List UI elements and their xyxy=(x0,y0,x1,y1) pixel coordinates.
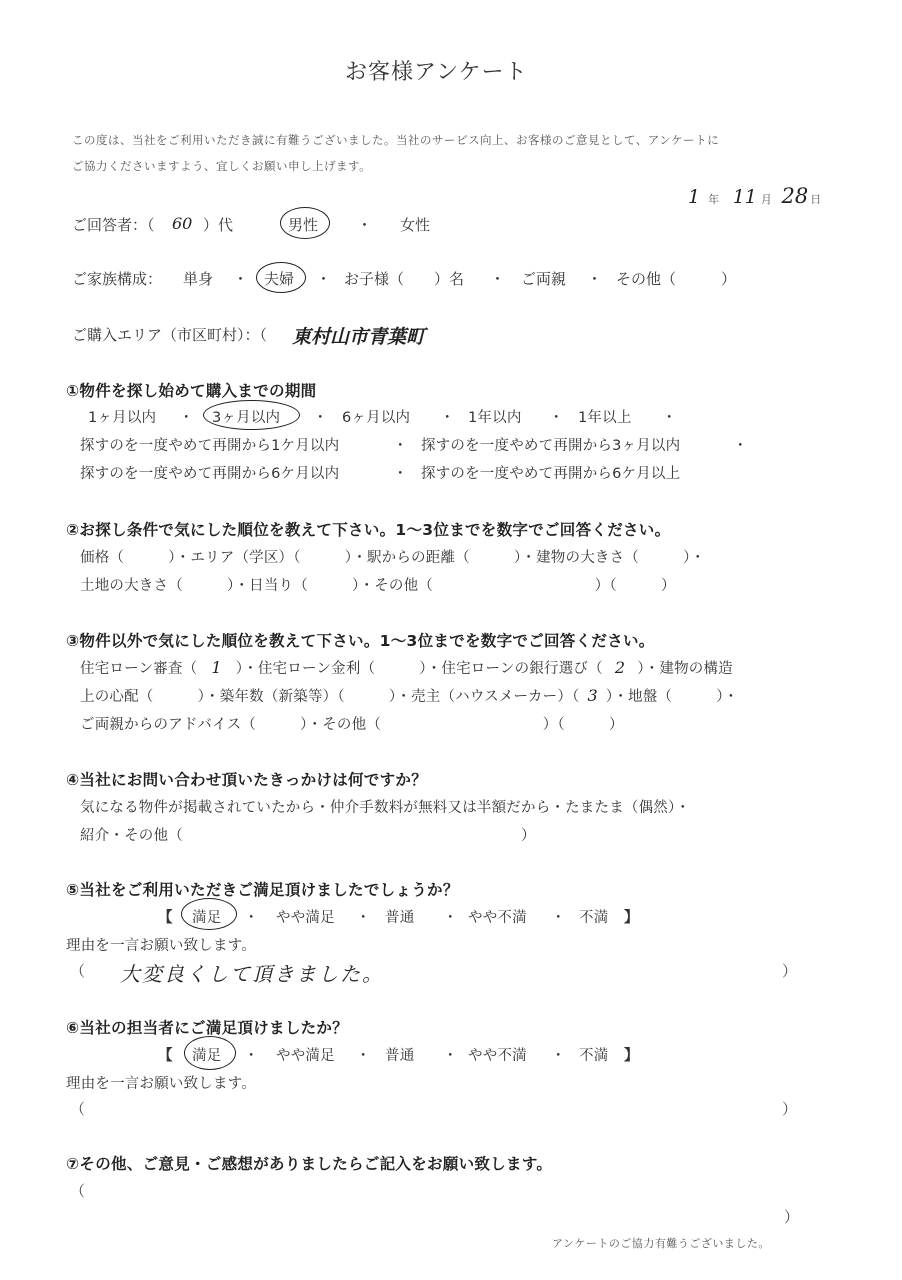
q6-reason-paren-open: （ xyxy=(70,1100,86,1118)
q7-paren-close: ） xyxy=(784,1208,800,1226)
page-title: お客様アンケート xyxy=(345,60,528,85)
q3-title: ③物件以外で気にした順位を教えて下さい。1〜3位までを数字でご回答ください。 xyxy=(66,632,655,650)
q6-bracket-close: 】 xyxy=(624,1048,639,1064)
q3-line-1 xyxy=(80,657,733,678)
q6-option-neutral[interactable]: 普通 xyxy=(385,1048,415,1064)
q3-seller-rank[interactable]: 3 xyxy=(587,686,598,705)
footer-thanks: アンケートのご協力有難うございました。 xyxy=(552,1237,770,1250)
q6-title: ⑥当社の担当者にご満足頂けましたか？ xyxy=(66,1019,349,1037)
q4-title: ④当社にお問い合わせ頂いたきっかけは何ですか？ xyxy=(66,771,428,789)
family-single-option[interactable]: 単身 xyxy=(183,270,214,288)
q6-separator: ・ xyxy=(443,1048,458,1064)
q1-separator: ・ xyxy=(440,410,455,426)
q3-loan-review-rank[interactable]: 1 xyxy=(211,658,222,677)
q3-seller-label: 上の心配（ ）・築年数（新築等）（ ）・売主（ハウスメーカー）（ xyxy=(80,689,580,705)
q5-separator: ・ xyxy=(244,910,259,926)
q1-option-restart-1month[interactable]: 探すのを一度やめて再開から1ケ月以内 xyxy=(80,438,340,454)
q6-separator: ・ xyxy=(356,1048,371,1064)
family-children-option[interactable]: お子様（ ）名 xyxy=(344,270,465,288)
q7-comment-input[interactable] xyxy=(92,1180,772,1220)
q6-option-unsatisfied[interactable]: 不満 xyxy=(579,1048,609,1064)
q2-title: ②お探し条件で気にした順位を教えて下さい。1〜3位までを数字でご回答ください。 xyxy=(66,521,671,539)
q7-title: ⑦その他、ご意見・ご感想がありましたらご記入をお願い致します。 xyxy=(66,1155,553,1173)
q5-option-unsatisfied[interactable]: 不満 xyxy=(579,910,609,926)
q1-separator: ・ xyxy=(662,410,677,426)
q5-option-somewhat-satisfied[interactable]: やや満足 xyxy=(276,910,335,926)
q1-separator: ・ xyxy=(733,438,748,454)
family-separator: ・ xyxy=(490,270,506,288)
q5-separator: ・ xyxy=(551,910,566,926)
respondent-age-value: 60 xyxy=(172,214,193,233)
q1-option-6months[interactable]: 6ヶ月以内 xyxy=(342,410,411,426)
family-other-option[interactable]: その他（ ） xyxy=(616,270,737,288)
intro-line-1: この度は、当社をご利用いただき誠に有難うございました。当社のサービス向上、お客様のご意見として、アンケートに xyxy=(72,133,720,147)
q6-option-somewhat-satisfied[interactable]: やや満足 xyxy=(276,1048,335,1064)
q3-line-3: ご両親からのアドバイス（ ）・その他（ ）（ ） xyxy=(80,717,624,733)
q1-option-1month[interactable]: 1ヶ月以内 xyxy=(88,410,157,426)
q1-option-3months[interactable]: 3ヶ月以内 xyxy=(212,410,281,426)
area-label: ご購入エリア（市区町村）：（ xyxy=(72,326,268,344)
male-selected-circle xyxy=(280,207,330,239)
q6-reason-paren-close: ） xyxy=(782,1100,798,1118)
respondent-age-suffix: ）代 xyxy=(203,216,234,234)
q5-option-somewhat-unsatisfied[interactable]: やや不満 xyxy=(468,910,527,926)
q5-separator: ・ xyxy=(356,910,371,926)
q5-option-satisfied[interactable]: 満足 xyxy=(192,910,222,926)
date-year-value: 1 xyxy=(688,186,701,208)
q5-option-neutral[interactable]: 普通 xyxy=(385,910,415,926)
q6-option-satisfied[interactable]: 満足 xyxy=(192,1048,222,1064)
date-day-value: 28 xyxy=(781,184,809,208)
q1-separator: ・ xyxy=(313,410,328,426)
respondent-male-option[interactable]: 男性 xyxy=(288,216,319,234)
q5-reason-value[interactable]: 大変良くして頂きました。 xyxy=(120,962,384,986)
q6-separator: ・ xyxy=(244,1048,259,1064)
q6-reason-label: 理由を一言お願い致します。 xyxy=(66,1076,256,1092)
q3-line-2 xyxy=(80,685,738,706)
q3-bank-label: ）・住宅ローン金利（ ）・住宅ローンの銀行選び（ xyxy=(235,661,603,677)
q2-line-2: 土地の大きさ（ ）・日当り（ ）・その他（ ）（ ） xyxy=(80,578,676,594)
q1-separator: ・ xyxy=(393,466,408,482)
family-separator: ・ xyxy=(316,270,332,288)
family-separator: ・ xyxy=(233,270,249,288)
q5-selected-circle xyxy=(181,898,237,930)
q2-line-1: 価格（ ）・エリア（学区）（ ）・駅からの距離（ ）・建物の大きさ（ ）・ xyxy=(80,550,706,566)
q5-reason-label: 理由を一言お願い致します。 xyxy=(66,938,256,954)
q6-bracket-open: 【 xyxy=(158,1048,173,1064)
q1-separator: ・ xyxy=(549,410,564,426)
date-month-value: 11 xyxy=(732,186,757,208)
q3-bank-rank[interactable]: 2 xyxy=(614,658,626,677)
q5-bracket-close: 】 xyxy=(624,910,639,926)
q3-loan-review-label: 住宅ローン審査（ xyxy=(80,661,198,677)
q1-title: ①物件を探し始めて購入までの期間 xyxy=(66,382,317,400)
q3-ground-label: ）・地盤（ ）・ xyxy=(605,689,739,705)
q1-option-restart-over-6months[interactable]: 探すのを一度やめて再開から6ケ月以上 xyxy=(421,466,681,482)
q6-selected-circle xyxy=(184,1036,236,1070)
respondent-separator: ・ xyxy=(357,216,373,234)
family-label: ご家族構成： xyxy=(72,270,163,288)
q1-option-1year[interactable]: 1年以内 xyxy=(468,410,522,426)
area-value[interactable]: 東村山市青葉町 xyxy=(292,326,426,348)
q5-bracket-open: 【 xyxy=(158,910,173,926)
family-couple-option[interactable]: 夫婦 xyxy=(264,270,295,288)
date-year-unit: 年 xyxy=(708,193,720,206)
q6-reason-input[interactable] xyxy=(92,1098,772,1118)
q1-selected-circle xyxy=(203,400,300,430)
respondent-label: ご回答者：（ xyxy=(72,216,155,234)
q1-option-restart-3months[interactable]: 探すのを一度やめて再開から3ヶ月以内 xyxy=(421,438,681,454)
couple-selected-circle xyxy=(256,262,306,293)
q1-option-restart-6months[interactable]: 探すのを一度やめて再開から6ケ月以内 xyxy=(80,466,340,482)
date-day-unit: 日 xyxy=(810,193,822,206)
respondent-female-option[interactable]: 女性 xyxy=(400,216,431,234)
date-month-unit: 月 xyxy=(760,193,773,206)
q5-separator: ・ xyxy=(443,910,458,926)
q3-structure-label: ）・建物の構造 xyxy=(637,661,733,677)
q6-separator: ・ xyxy=(551,1048,566,1064)
q1-option-over-1year[interactable]: 1年以上 xyxy=(578,410,632,426)
q7-paren-open: （ xyxy=(70,1182,86,1200)
q4-line-1: 気になる物件が掲載されていたから・仲介手数料が無料又は半額だから・たまたま（偶然）・ xyxy=(80,800,691,816)
date-field xyxy=(688,184,822,208)
q5-reason-paren-close: ） xyxy=(782,962,798,980)
q5-reason-paren-open: （ xyxy=(70,962,86,980)
family-parents-option[interactable]: ご両親 xyxy=(521,270,567,288)
q1-separator: ・ xyxy=(179,410,194,426)
q5-title: ⑤当社をご利用いただきご満足頂けましたでしょうか？ xyxy=(66,881,459,899)
family-separator: ・ xyxy=(587,270,603,288)
q4-line-2: 紹介・その他（ ） xyxy=(80,828,536,844)
intro-line-2: ご協力くださいますよう、宜しくお願い申し上げます。 xyxy=(72,159,372,173)
q1-separator: ・ xyxy=(393,438,408,454)
q6-option-somewhat-unsatisfied[interactable]: やや不満 xyxy=(468,1048,527,1064)
